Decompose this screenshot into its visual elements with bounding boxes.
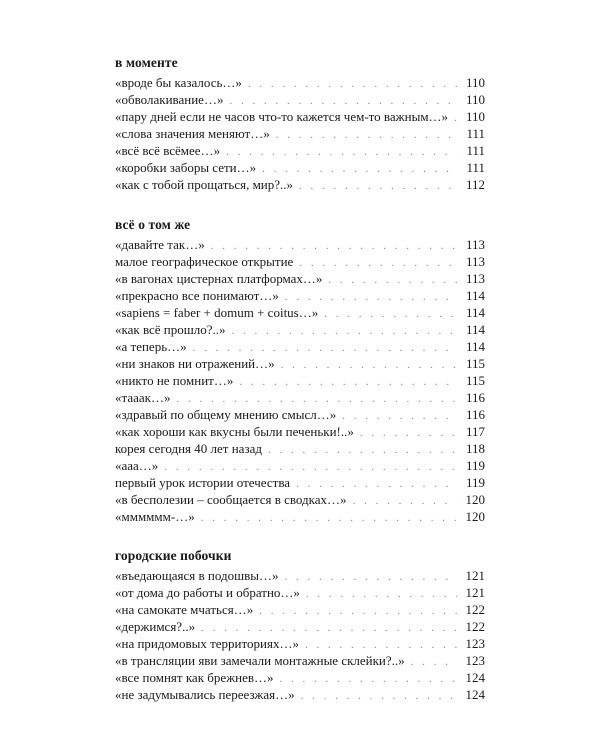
toc-entry [115, 372, 485, 389]
toc-entry [115, 74, 485, 91]
entry-title: «sapiens = faber + domum + coitus…» [115, 304, 319, 320]
dot-leader [276, 127, 457, 144]
dot-leader [226, 144, 457, 161]
entry-title: «а теперь…» [115, 338, 187, 354]
page-number: 121 [465, 585, 485, 600]
entry-title: «в вагонах цистернах платформах…» [115, 270, 323, 286]
toc-entry [115, 236, 485, 253]
entry-title: «все помнят как брежнев…» [115, 670, 274, 685]
dot-leader [201, 510, 457, 527]
entry-title: «как с тобой прощаться, мир?..» [115, 177, 294, 192]
page-number: 114 [465, 287, 485, 303]
toc-entry [115, 159, 485, 176]
dot-leader [232, 323, 457, 340]
dot-leader [306, 586, 457, 603]
entry-title: «на придомовых территориях…» [115, 636, 299, 651]
page-number: 121 [465, 568, 485, 583]
page-number: 116 [465, 406, 485, 422]
toc-entry [115, 491, 485, 508]
entry-title: «как всё прошло?..» [115, 321, 226, 337]
page-number: 111 [466, 160, 485, 175]
entry-title: «всё всё всёмее…» [115, 143, 221, 158]
page-number: 122 [465, 602, 485, 617]
page-number: 123 [465, 636, 485, 651]
entry-title: «не задумывались переезжая…» [115, 687, 295, 702]
page-number: 115 [465, 355, 485, 371]
page-number: 117 [465, 423, 485, 439]
dot-leader [299, 255, 457, 272]
page-number: 124 [465, 670, 485, 685]
table-of-contents [115, 55, 485, 727]
page-number: 124 [465, 687, 485, 702]
entry-title: «здравый по общему мнению смысл…» [115, 406, 337, 422]
section-title: городские побочки [115, 548, 232, 563]
toc-entry [115, 91, 485, 108]
page-number: 111 [466, 126, 485, 141]
dot-leader [360, 425, 457, 442]
dot-leader [248, 76, 457, 93]
entry-title: первый урок истории отечества [115, 474, 291, 490]
entry-title: «держимся?..» [115, 619, 196, 634]
toc-entry [115, 125, 485, 142]
toc-entry [115, 652, 485, 669]
entry-title: «вроде бы казалось…» [115, 75, 242, 90]
dot-leader [454, 110, 457, 127]
entry-title: «в бесполезии – сообщается в сводках…» [115, 491, 347, 507]
toc-entry [115, 142, 485, 159]
toc-entry [115, 389, 485, 406]
page-number: 118 [465, 440, 485, 456]
entry-title: «въедающаяся в подошвы…» [115, 568, 279, 583]
toc-entry [115, 108, 485, 125]
entry-title: «слова значения меняют…» [115, 126, 270, 141]
page-number: 112 [465, 177, 485, 192]
toc-entry [115, 457, 485, 474]
page-number: 116 [465, 389, 485, 405]
toc-entry [115, 321, 485, 338]
toc-entry [115, 423, 485, 440]
toc-entry [115, 440, 485, 457]
toc-entry [115, 508, 485, 525]
dot-leader [239, 374, 457, 391]
dot-leader [411, 654, 457, 671]
page-number: 120 [465, 508, 485, 524]
dot-leader [284, 569, 457, 586]
toc-entry [115, 253, 485, 270]
page-number: 120 [465, 491, 485, 507]
page-number: 110 [465, 109, 485, 124]
entry-title: «никто не помнит…» [115, 372, 234, 388]
page-number: 113 [465, 270, 485, 286]
entry-title: «тааак…» [115, 389, 171, 405]
entry-title: «на самокате мчаться…» [115, 602, 254, 617]
dot-leader [280, 671, 457, 688]
toc-entry [115, 601, 485, 618]
entry-title: «давайте так…» [115, 236, 205, 252]
toc-entry [115, 669, 485, 686]
page-number: 110 [465, 92, 485, 107]
toc-entry [115, 176, 485, 193]
toc-entry [115, 686, 485, 703]
entry-title: «прекрасно все понимают…» [115, 287, 279, 303]
entry-title: «обволакивание…» [115, 92, 224, 107]
page-number: 113 [465, 236, 485, 252]
dot-leader [281, 357, 457, 374]
dot-leader [342, 408, 457, 425]
toc-section [115, 55, 485, 193]
entry-title: «как хороши как вкусны были печеньки!..» [115, 423, 354, 439]
page-number: 114 [465, 304, 485, 320]
page-number: 111 [466, 143, 485, 158]
entry-title: «ни знаков ни отражений…» [115, 355, 275, 371]
dot-leader [353, 493, 457, 510]
toc-entry [115, 355, 485, 372]
toc-entry [115, 618, 485, 635]
toc-section [115, 217, 485, 525]
page-number: 123 [465, 653, 485, 668]
toc-entry [115, 338, 485, 355]
entry-title: «ааа…» [115, 457, 159, 473]
dot-leader [268, 442, 457, 459]
entry-title: «коробки заборы сети…» [115, 160, 257, 175]
dot-leader [328, 272, 457, 289]
toc-entry [115, 567, 485, 584]
entry-title: малое географическое открытие [115, 253, 294, 269]
toc-entry [115, 406, 485, 423]
page-number: 110 [465, 75, 485, 90]
entry-title: «от дома до работы и обратно…» [115, 585, 300, 600]
toc-entry [115, 474, 485, 491]
page-number: 119 [465, 457, 485, 473]
entry-title: «мммммм-…» [115, 508, 195, 524]
toc-entry [115, 304, 485, 321]
toc-entry [115, 270, 485, 287]
toc-entry [115, 635, 485, 652]
toc-section [115, 548, 485, 703]
entry-title: «в трансляции яви замечали монтажные склейки?..» [115, 653, 405, 668]
dot-leader [301, 688, 457, 705]
entry-title: корея сегодня 40 лет назад [115, 440, 262, 456]
page-number: 119 [465, 474, 485, 490]
page-number: 114 [465, 321, 485, 337]
dot-leader [299, 178, 457, 195]
dot-leader [324, 306, 457, 323]
toc-entry [115, 584, 485, 601]
dot-leader [259, 603, 457, 620]
page-number: 122 [465, 619, 485, 634]
section-title: в моменте [115, 55, 178, 70]
toc-entry [115, 287, 485, 304]
section-title: всё о том же [115, 216, 191, 232]
page-number: 114 [465, 338, 485, 354]
entry-title: «пару дней если не часов что-то кажется чем-то важным…» [115, 109, 449, 124]
page-number: 115 [465, 372, 485, 388]
page-number: 113 [465, 253, 485, 269]
